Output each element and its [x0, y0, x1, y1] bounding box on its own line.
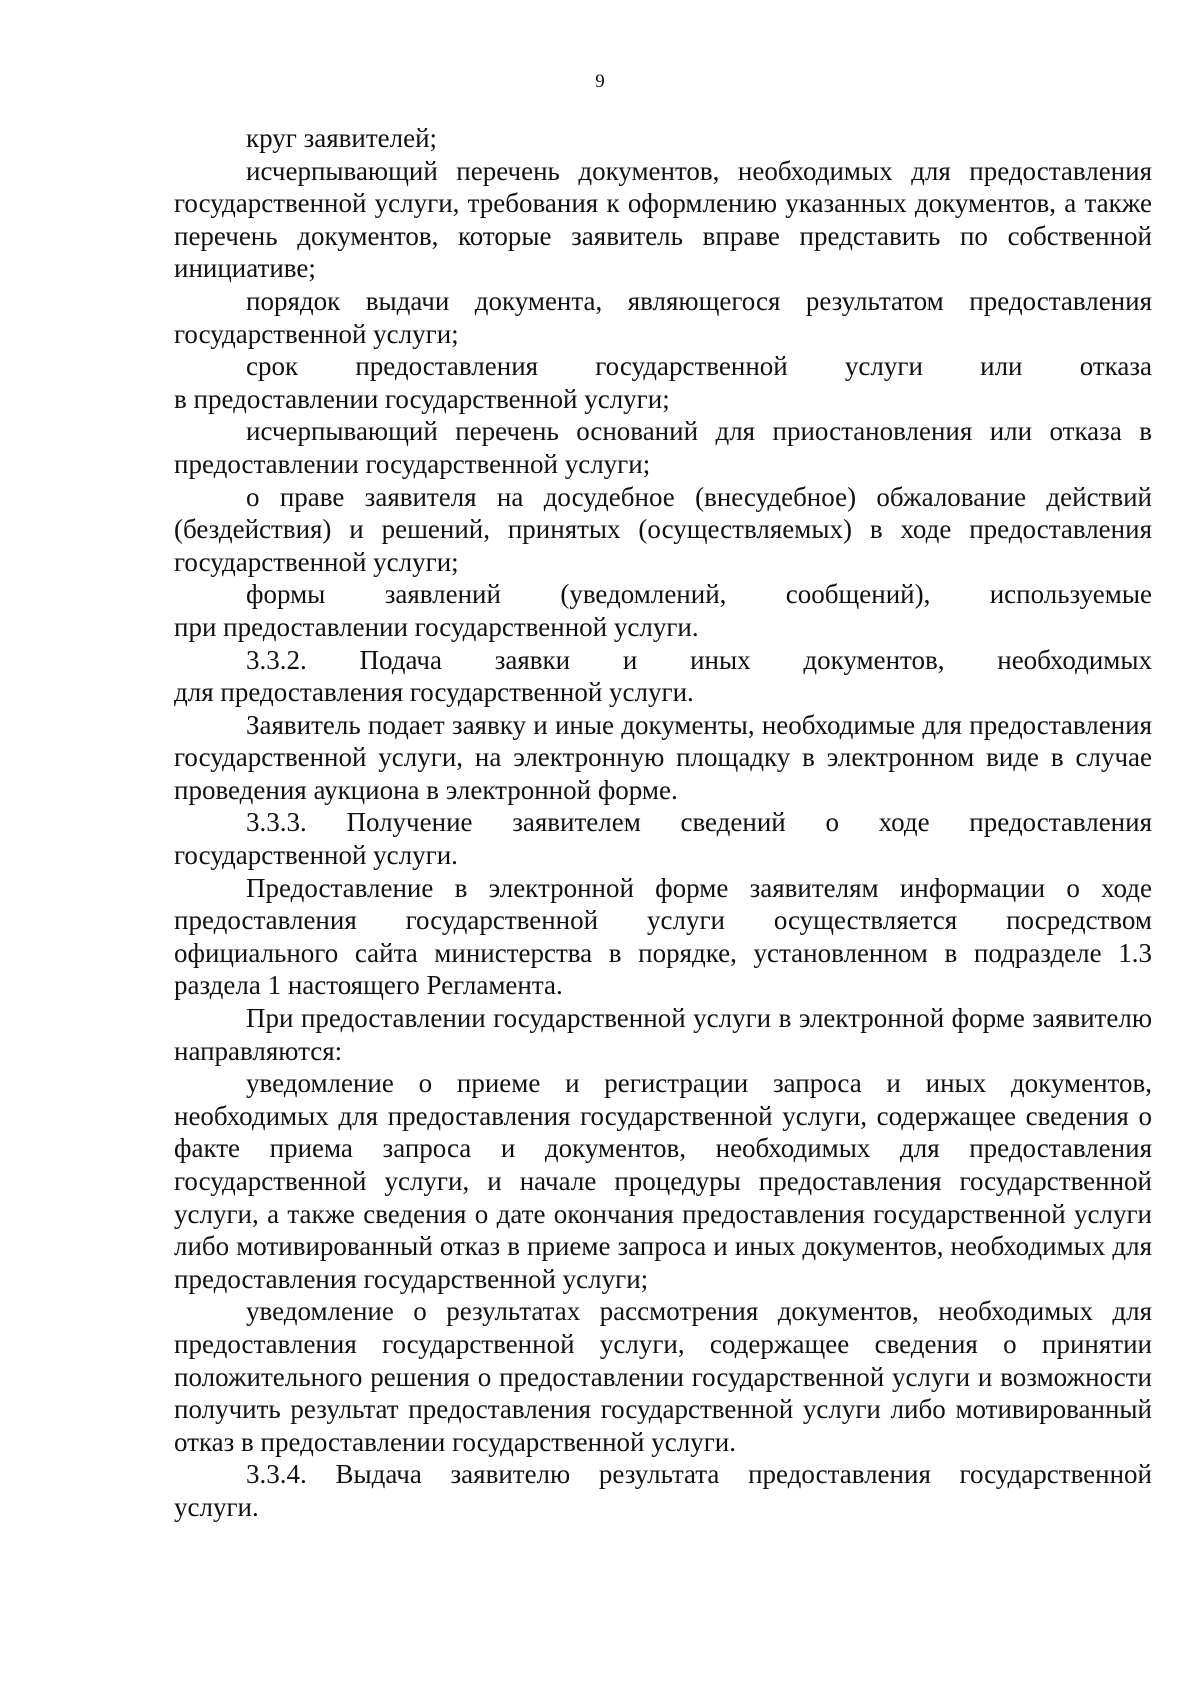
paragraph: При предоставлении государственной услуги в электронной форме заявителю направляются:: [174, 1003, 1152, 1066]
paragraph: исчерпывающий перечень оснований для приостановления или отказа в предоставлении государственной услуги;: [174, 416, 1152, 479]
paragraph: при предоставлении государственной услуги.: [174, 611, 699, 642]
paragraph: в предоставлении государственной услуги;: [174, 383, 670, 414]
paragraph: 3.3.4. Выдача заявителю результата предоставления государственной: [246, 1459, 1152, 1490]
paragraph: Заявитель подает заявку и иные документы, необходимые для предоставления государственной услуги, на электронную площадку в электронном виде в случае проведения аукциона в электронной форме.: [174, 709, 1152, 805]
paragraph: срок предоставления государственной услуги или отказа: [246, 351, 1152, 382]
paragraph: для предоставления государственной услуги.: [174, 677, 694, 708]
paragraph: 3.3.2. Подача заявки и иных документов, необходимых: [246, 644, 1152, 675]
document-body: [174, 122, 1152, 1524]
paragraph: услуги.: [174, 1491, 259, 1522]
paragraph: формы заявлений (уведомлений, сообщений), используемые: [246, 579, 1152, 610]
paragraph: исчерпывающий перечень документов, необходимых для предоставления государственной услуги, требования к оформлению указанных документов, а также перечень документов, которые заявитель вправе представить по собственной инициативе;: [174, 155, 1152, 284]
paragraph: о праве заявителя на досудебное (внесудебное) обжалование действий (бездействия) и решений, принятых (осуществляемых) в ходе предоставления государственной услуги;: [174, 481, 1152, 577]
paragraph: государственной услуги.: [174, 840, 458, 871]
paragraph: уведомление о приеме и регистрации запроса и иных документов, необходимых для предоставления государственной услуги, содержащее сведения о факте приема запроса и документов, необходимых для предоставления государственной услуги, и начале процедуры предоставления государственной услуги, а также сведения о дате окончания предоставления государственной услуги либо мотивированный отказ в приеме запроса и иных документов, необходимых для предоставления государственной услуги;: [174, 1068, 1152, 1294]
paragraph: уведомление о результатах рассмотрения документов, необходимых для предоставления государственной услуги, содержащее сведения о принятии положительного решения о предоставлении государственной услуги и возможности получить результат предоставления государственной услуги либо мотивированный отказ в предоставлении государственной услуги.: [174, 1296, 1152, 1457]
paragraph: круг заявителей;: [246, 123, 438, 153]
page-number: 9: [595, 71, 605, 92]
paragraph: 3.3.3. Получение заявителем сведений о ходе предоставления: [246, 807, 1152, 838]
paragraph: Предоставление в электронной форме заявителям информации о ходе предоставления государственной услуги осуществляется посредством официального сайта министерства в порядке, установленном в подразделе 1.3 раздела 1 настоящего Регламента.: [174, 872, 1152, 1001]
paragraph: порядок выдачи документа, являющегося результатом предоставления государственной услуги;: [174, 285, 1152, 349]
